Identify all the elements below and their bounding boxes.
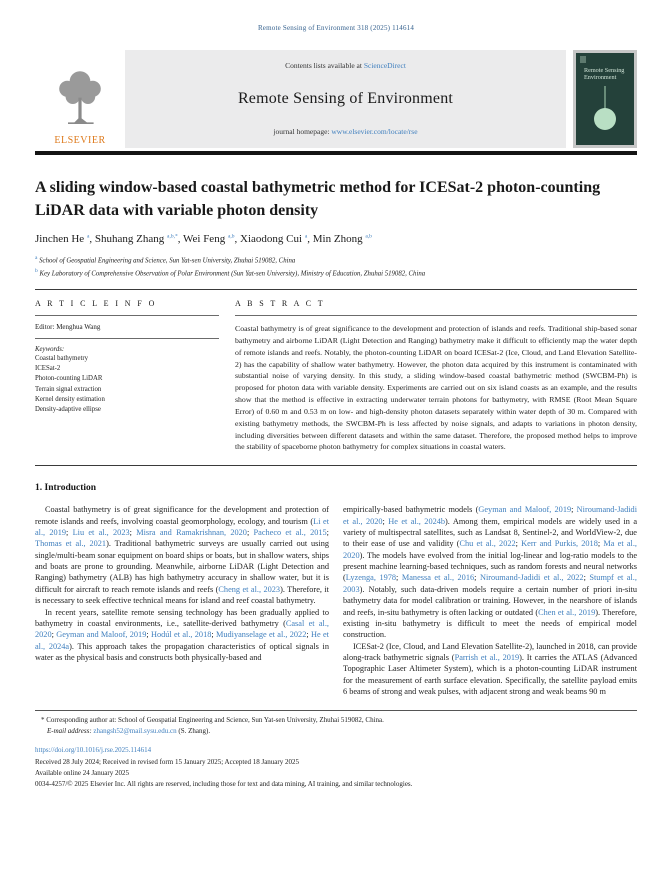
header-divider-bar <box>35 151 637 155</box>
affiliations <box>35 254 637 280</box>
text-run: ; <box>597 539 604 549</box>
superscript-marker: a,b,* <box>167 233 178 240</box>
text-run: ; <box>306 630 311 640</box>
inline-link[interactable]: Niroumand-Jadidi et al., 2020 <box>343 505 638 526</box>
text-run: , Min Zhong <box>307 233 366 246</box>
text-run: ). Notably, such data-driven models require a certain number of priori in-situ bathymetry data for model calibration or training. However, in the nearshore of islands and reefs, in-situ bathymetry is often lacking or outdated ( <box>343 584 637 617</box>
article-info-heading: A R T I C L E I N F O <box>35 299 157 309</box>
inline-link[interactable]: Cheng et al., 2023 <box>218 584 281 594</box>
text-run: ; <box>326 528 329 538</box>
superscript-marker: a <box>304 233 308 240</box>
inline-link[interactable]: Geyman and Maloof, 2019 <box>56 630 147 640</box>
journal-banner <box>125 50 566 148</box>
text-run: ). It carries the ATLAS (Advanced Topographic Laser Altimeter System), which is a photon-counting LiDAR instrument for the measurement of earth surface elevation. Specifically, the satellite payload emits 6 beams of strong and weak pulses, with adjacent strong and weak beams 90 m <box>343 652 638 697</box>
inline-link[interactable]: www.elsevier.com/locate/rse <box>331 127 418 136</box>
inline-link[interactable]: Pacheco et al., 2015 <box>253 528 327 538</box>
text-run: , Xiaodong Cui <box>234 233 305 246</box>
superscript-marker: a <box>35 255 38 262</box>
paragraph <box>343 504 637 640</box>
publisher-name: ELSEVIER <box>54 135 106 146</box>
text-run: ). Traditional bathymetric surveys are usually carried out using single/multi-beam sonar equipment on board ships or boats, but in shallow waters, ships and boats are prone to grounding. Meanwhile, airborne LiDAR (Light Detection and Ranging) bathymetry (ALB) has high bathymetry accuracy in shallow water, but it is difficult for aircraft to reach remote islands and reefs ( <box>35 539 330 594</box>
available-online: Available online 24 January 2025 <box>35 768 129 777</box>
body-columns <box>35 504 637 697</box>
text-run: ). Therefore, it is necessary to seek effective technical means for island and reef coastal bathymetry. <box>35 584 329 606</box>
inline-link[interactable]: Geyman and Maloof, 2019 <box>478 505 572 515</box>
text-run: Jinchen He <box>35 233 87 246</box>
body-column-left <box>35 504 329 697</box>
abstract-heading: A B S T R A C T <box>235 299 326 309</box>
text-run: empirically-based bathymetric models ( <box>343 505 479 515</box>
text-run: ; <box>515 539 522 549</box>
text-run: ; <box>66 528 73 538</box>
affiliation-b <box>35 267 637 280</box>
journal-cover-thumbnail[interactable] <box>573 50 637 148</box>
text-run: In recent years, satellite remote sensing technology has been gradually applied to bathymetry in coastal environments, i.e., satellite-derived bathymetry ( <box>35 607 329 628</box>
paragraph <box>343 641 637 698</box>
journal-title: Remote Sensing of Environment <box>237 89 454 107</box>
inline-link[interactable]: He et al., 2024a <box>35 630 329 651</box>
text-run: ). The models have evolved from the initial log-linear and log-ratio models to the present machine learning-based techniques, such as random forests and neural networks ( <box>343 550 637 583</box>
elsevier-tree-icon <box>52 67 108 133</box>
superscript-marker: a,b <box>227 233 235 240</box>
footnote-block <box>35 710 637 736</box>
journal-homepage-line <box>273 127 417 136</box>
cover-title-line2: Environment <box>584 74 617 81</box>
journal-cover-art <box>576 53 634 145</box>
divider <box>35 315 219 316</box>
text-run: ; <box>382 516 389 526</box>
keyword: Density-adaptive ellipse <box>35 405 101 413</box>
copyright-line: 0034-4257/© 2025 Elsevier Inc. All rights are reserved, including those for text and data mining, AI training, and similar technologies. <box>35 779 413 788</box>
received-dates: Received 28 July 2024; Received in revised form 15 January 2025; Accepted 18 January 2025 <box>35 757 299 766</box>
article-info-abstract-block <box>35 289 637 466</box>
inline-link[interactable]: Mudiyanselage et al., 2022 <box>216 630 307 640</box>
inline-link[interactable]: Li et al., 2019 <box>35 516 330 538</box>
text-run: ; <box>146 630 151 640</box>
inline-link[interactable]: Stumpf et al., 2003 <box>343 573 637 594</box>
inline-link[interactable]: zhangsh52@mail.sysu.edu.cn <box>93 726 177 735</box>
running-head: Remote Sensing of Environment 318 (2025) 114614 <box>257 24 415 32</box>
abstract-panel <box>235 299 637 453</box>
cover-title-line1: Remote Sensing <box>584 67 625 74</box>
inline-link[interactable]: Ma et al., 2020 <box>343 539 637 560</box>
inline-link[interactable]: Parrish et al., 2019 <box>454 652 520 662</box>
divider <box>35 338 219 339</box>
keyword: ICESat-2 <box>35 365 61 373</box>
paragraph <box>35 504 329 606</box>
paragraph <box>35 607 329 664</box>
article-title: A sliding window-based coastal bathymetric method for ICESat-2 photon-counting LiDAR data with variable photon density <box>35 179 601 219</box>
inline-link[interactable]: Liu et al., 2023 <box>72 528 130 538</box>
inline-link[interactable]: Chu et al., 2022 <box>459 539 516 549</box>
text-run: * Corresponding author at: School of Geospatial Engineering and Science, Sun Yat-sen University, Zhuhai 519082, China. <box>41 716 384 725</box>
doi-link[interactable]: https://doi.org/10.1016/j.rse.2025.114614 <box>35 746 152 755</box>
text-run: Contents lists available at <box>285 61 364 70</box>
text-run: ; <box>474 573 480 583</box>
corresponding-author-note <box>35 715 637 726</box>
inline-link[interactable]: Chen et al., 2019 <box>538 607 596 617</box>
body-column-right <box>343 504 637 697</box>
text-run: ; <box>246 528 254 538</box>
text-run: ; <box>129 528 137 538</box>
email-line <box>35 726 637 737</box>
text-run: ; <box>396 573 402 583</box>
editor-line: Editor: Menghua Wang <box>35 323 101 332</box>
authors-line <box>35 233 637 245</box>
text-run: ). Among them, empirical models are widely used in a variety of multispectral satellites, such as Landsat 8, Sentinel-2, and WorldView-2, due to their ease of use and validity ( <box>343 516 638 549</box>
inline-link[interactable]: Casal et al., 2020 <box>35 618 329 640</box>
contents-list-line <box>285 61 406 70</box>
keyword: Coastal bathymetry <box>35 355 89 363</box>
text-run: E-mail address: <box>47 726 94 735</box>
text-run: ; <box>583 573 590 583</box>
divider <box>235 315 637 316</box>
section-heading-introduction: 1. Introduction <box>35 483 97 494</box>
text-run: ; <box>571 505 577 515</box>
abstract-text: Coastal bathymetry is of great significance to the development and protection of islands and reefs. Traditional ship-based sonar bathymetry and airborne LiDAR (Light Detection and Ranging) bathymetry make it difficult to efficiently map the water depth of remote islands and reefs. Notably, the photon-counting LiDAR on board ICESat-2 (Ice, Cloud, and Land Elevation Satellite-2) has the capability of shallow water bathymetry. However, the photon data acquired by this instrument is contaminated with substantial noise of varying density. In this study, a sliding window-based coastal bathymetric method (SWCBM-Ph) is proposed for photon data with variable density. Experiments are carried out on six island coasts as an example, and the results show that the method is effective in extracting underwater terrain photons for bathymetry, with RMSE (Root Mean Square Error) of 0.60 m and 0.53 m on low- and high-density photon datasets separately within water depth of 30 m. Compared with existing bathymetry methods, the SWCBM-Ph is less affected by noise signals, and adapts to variations in photon density, including diversities between different datasets and within the same dataset. Therefore, the proposed method helps to improve the stability of spaceborne photon bathymetry for complex situations in coastal waters. <box>235 324 637 452</box>
inline-link[interactable]: Thomas et al., 2021 <box>35 539 107 549</box>
affiliation-a <box>35 254 637 267</box>
publication-info <box>35 745 637 790</box>
inline-link[interactable]: Niroumand-Jadidi et al., 2022 <box>479 573 584 583</box>
text-run: Key Laboratory of Comprehensive Observation of Polar Environment (Sun Yat-sen University), Ministry of Education, Zhuhai 519082, China <box>37 270 426 278</box>
inline-link[interactable]: ScienceDirect <box>363 61 406 70</box>
text-run: , Wei Feng <box>177 233 228 246</box>
inline-link[interactable]: Kerr and Purkis, 2018 <box>521 539 598 549</box>
text-run: ). This approach takes the propagation characteristics of optical signals in water as the physical basis and constructs both physically-based and <box>35 641 329 662</box>
text-run: School of Geospatial Engineering and Science, Sun Yat-sen University, Zhuhai 519082, China <box>37 257 296 265</box>
text-run: journal homepage: <box>273 127 332 136</box>
inline-link[interactable]: Lyzenga, 1978 <box>345 573 397 583</box>
article-info-panel <box>35 299 219 453</box>
text-run: , Shuhang Zhang <box>89 233 167 246</box>
journal-header <box>35 50 637 148</box>
text-run: ). Therefore, existing in-situ bathymetry is difficult to meet the needs of empirical model construction. <box>343 607 637 640</box>
text-run: ; <box>211 630 216 640</box>
inline-link[interactable]: Hodúl et al., 2018 <box>150 630 212 640</box>
superscript-marker: b <box>35 268 38 275</box>
text-run: Coastal bathymetry is of great significance for the development and protection of remote islands and reefs, involving coastal geomorphology, ecology, and tourism ( <box>35 505 329 526</box>
keyword: Photon-counting LiDAR <box>35 375 103 383</box>
superscript-marker: a,b <box>365 233 372 240</box>
keyword: Kernel density estimation <box>35 395 105 403</box>
superscript-marker: a <box>86 233 90 240</box>
inline-link[interactable]: Manessa et al., 2016 <box>401 573 475 583</box>
inline-link[interactable]: He et al., 2024b <box>388 516 446 526</box>
inline-link[interactable]: Misra and Ramakrishnan, 2020 <box>136 528 247 538</box>
elsevier-logo <box>35 50 125 148</box>
keywords-label: Keywords: <box>35 346 65 354</box>
text-run: (S. Zhang). <box>176 726 211 735</box>
keyword: Terrain signal extraction <box>35 385 102 393</box>
text-run: ; <box>51 630 57 640</box>
text-run: ICESat-2 (Ice, Cloud, and Land Elevation Satellite-2), launched in 2018, can provide along-track bathymetric signals ( <box>343 641 637 662</box>
